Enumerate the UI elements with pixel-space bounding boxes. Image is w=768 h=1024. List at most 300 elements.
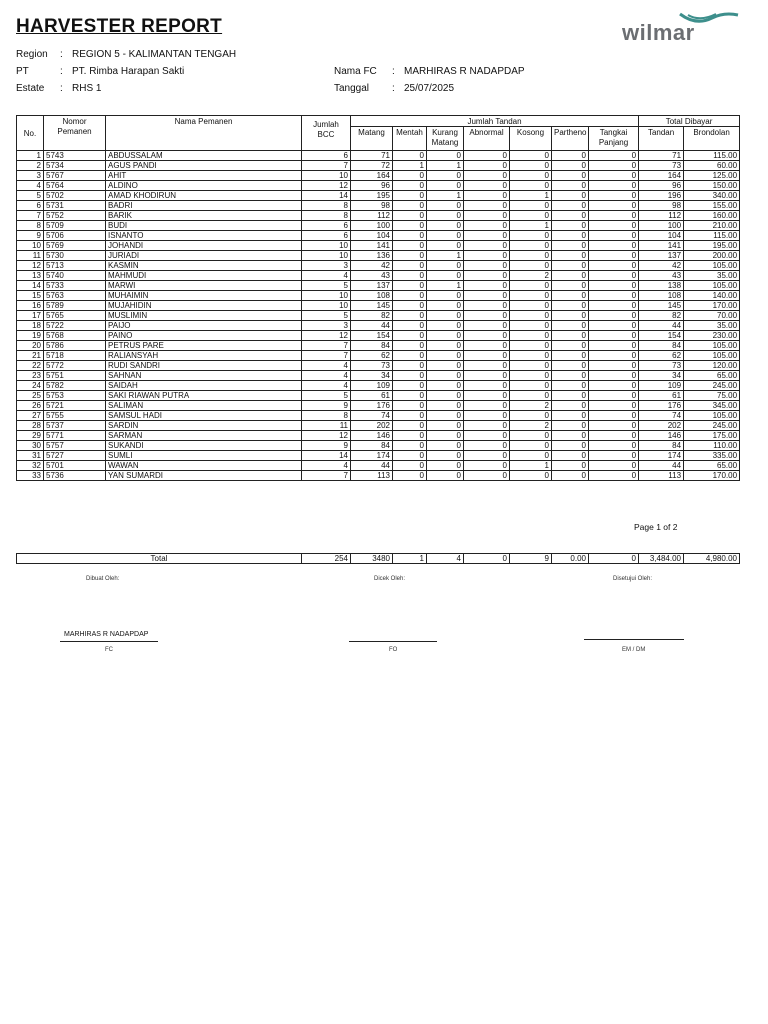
cell-no: 29 xyxy=(17,431,44,441)
signature-line-fc xyxy=(60,641,158,642)
cell-abnormal: 0 xyxy=(464,451,510,461)
estate-value: RHS 1 xyxy=(72,83,102,94)
cell-matang: 71 xyxy=(351,151,393,161)
region-value: REGION 5 - KALIMANTAN TENGAH xyxy=(72,49,237,60)
cell-partheno: 0 xyxy=(552,471,589,481)
cell-bcc: 4 xyxy=(302,461,351,471)
cell-tangkai-panjang: 0 xyxy=(589,471,639,481)
cell-kosong: 0 xyxy=(510,291,552,301)
table-row xyxy=(17,271,740,281)
cell-brondolan: 35.00 xyxy=(684,271,740,281)
cell-tangkai-panjang: 0 xyxy=(589,271,639,281)
cell-partheno: 0 xyxy=(552,271,589,281)
cell-brondolan: 175.00 xyxy=(684,431,740,441)
cell-brondolan: 105.00 xyxy=(684,351,740,361)
cell-no: 8 xyxy=(17,221,44,231)
cell-mentah: 0 xyxy=(393,211,427,221)
cell-no: 13 xyxy=(17,271,44,281)
cell-brondolan: 160.00 xyxy=(684,211,740,221)
cell-bcc: 4 xyxy=(302,271,351,281)
cell-no: 24 xyxy=(17,381,44,391)
cell-mentah: 1 xyxy=(393,161,427,171)
cell-nomor: 5734 xyxy=(44,161,106,171)
colon: : xyxy=(392,66,395,77)
cell-tangkai-panjang: 0 xyxy=(589,421,639,431)
cell-nama: SUMLI xyxy=(106,451,302,461)
cell-bcc: 14 xyxy=(302,451,351,461)
company-logo xyxy=(620,12,740,44)
cell-tangkai-panjang: 0 xyxy=(589,451,639,461)
namafc-label: Nama FC xyxy=(334,66,377,77)
cell-partheno: 0 xyxy=(552,241,589,251)
cell-kosong: 0 xyxy=(510,451,552,461)
cell-nomor: 5706 xyxy=(44,231,106,241)
cell-mentah: 0 xyxy=(393,201,427,211)
cell-bcc: 5 xyxy=(302,281,351,291)
dicek-oleh-label: Dicek Oleh: xyxy=(374,576,406,582)
cell-partheno: 0 xyxy=(552,421,589,431)
header-brondolan: Brondolan xyxy=(684,127,740,151)
table-body xyxy=(17,151,740,481)
cell-kurang-matang: 1 xyxy=(427,191,464,201)
table-row xyxy=(17,331,740,341)
cell-kosong: 0 xyxy=(510,211,552,221)
cell-tangkai-panjang: 0 xyxy=(589,361,639,371)
header-kosong: Kosong xyxy=(510,127,552,151)
cell-partheno: 0 xyxy=(552,221,589,231)
tanggal-label: Tanggal xyxy=(334,83,370,94)
cell-nomor: 5789 xyxy=(44,301,106,311)
total-mentah: 1 xyxy=(393,554,427,564)
cell-bcc: 8 xyxy=(302,411,351,421)
cell-bcc: 14 xyxy=(302,191,351,201)
cell-abnormal: 0 xyxy=(464,361,510,371)
region-row xyxy=(16,49,236,60)
cell-bcc: 3 xyxy=(302,261,351,271)
cell-nomor: 5765 xyxy=(44,311,106,321)
cell-tandan: 74 xyxy=(639,411,684,421)
cell-nama: SARMAN xyxy=(106,431,302,441)
cell-abnormal: 0 xyxy=(464,331,510,341)
cell-bcc: 7 xyxy=(302,161,351,171)
cell-abnormal: 0 xyxy=(464,221,510,231)
cell-tandan: 176 xyxy=(639,401,684,411)
cell-kosong: 0 xyxy=(510,241,552,251)
header-nomor-pemanen: Nomor Pemanen xyxy=(44,116,106,151)
cell-partheno: 0 xyxy=(552,401,589,411)
cell-matang: 154 xyxy=(351,331,393,341)
cell-brondolan: 125.00 xyxy=(684,171,740,181)
cell-abnormal: 0 xyxy=(464,411,510,421)
cell-tandan: 108 xyxy=(639,291,684,301)
cell-tandan: 137 xyxy=(639,251,684,261)
cell-abnormal: 0 xyxy=(464,191,510,201)
cell-matang: 42 xyxy=(351,261,393,271)
cell-nomor: 5731 xyxy=(44,201,106,211)
cell-mentah: 0 xyxy=(393,351,427,361)
total-label: Total xyxy=(17,554,302,564)
cell-no: 18 xyxy=(17,321,44,331)
cell-brondolan: 105.00 xyxy=(684,411,740,421)
cell-tangkai-panjang: 0 xyxy=(589,211,639,221)
cell-tangkai-panjang: 0 xyxy=(589,161,639,171)
cell-kurang-matang: 0 xyxy=(427,351,464,361)
cell-mentah: 0 xyxy=(393,171,427,181)
cell-abnormal: 0 xyxy=(464,301,510,311)
cell-brondolan: 140.00 xyxy=(684,291,740,301)
cell-kurang-matang: 0 xyxy=(427,431,464,441)
total-kosong: 9 xyxy=(510,554,552,564)
cell-brondolan: 170.00 xyxy=(684,471,740,481)
cell-tangkai-panjang: 0 xyxy=(589,431,639,441)
cell-kurang-matang: 0 xyxy=(427,241,464,251)
cell-bcc: 3 xyxy=(302,321,351,331)
pt-row xyxy=(16,66,184,77)
cell-abnormal: 0 xyxy=(464,261,510,271)
cell-nomor: 5753 xyxy=(44,391,106,401)
cell-tandan: 43 xyxy=(639,271,684,281)
cell-tangkai-panjang: 0 xyxy=(589,461,639,471)
cell-brondolan: 340.00 xyxy=(684,191,740,201)
cell-nomor: 5718 xyxy=(44,351,106,361)
cell-nama: ALDINO xyxy=(106,181,302,191)
cell-partheno: 0 xyxy=(552,201,589,211)
cell-mentah: 0 xyxy=(393,391,427,401)
cell-abnormal: 0 xyxy=(464,211,510,221)
cell-mentah: 0 xyxy=(393,471,427,481)
role-fo: FO xyxy=(389,647,398,653)
cell-mentah: 0 xyxy=(393,431,427,441)
cell-bcc: 12 xyxy=(302,181,351,191)
cell-tandan: 109 xyxy=(639,381,684,391)
cell-matang: 112 xyxy=(351,211,393,221)
cell-kosong: 0 xyxy=(510,351,552,361)
cell-kosong: 0 xyxy=(510,171,552,181)
cell-kurang-matang: 0 xyxy=(427,391,464,401)
cell-abnormal: 0 xyxy=(464,371,510,381)
cell-partheno: 0 xyxy=(552,291,589,301)
cell-matang: 72 xyxy=(351,161,393,171)
cell-tandan: 84 xyxy=(639,441,684,451)
cell-nomor: 5730 xyxy=(44,251,106,261)
cell-nomor: 5727 xyxy=(44,451,106,461)
cell-tandan: 164 xyxy=(639,171,684,181)
cell-kurang-matang: 0 xyxy=(427,441,464,451)
cell-kurang-matang: 0 xyxy=(427,311,464,321)
cell-nama: AMAD KHODIRUN xyxy=(106,191,302,201)
cell-brondolan: 70.00 xyxy=(684,311,740,321)
cell-bcc: 8 xyxy=(302,211,351,221)
cell-matang: 164 xyxy=(351,171,393,181)
cell-no: 23 xyxy=(17,371,44,381)
cell-mentah: 0 xyxy=(393,321,427,331)
cell-bcc: 10 xyxy=(302,251,351,261)
cell-no: 21 xyxy=(17,351,44,361)
cell-nama: RUDI SANDRI xyxy=(106,361,302,371)
cell-nama: JURIADI xyxy=(106,251,302,261)
cell-tandan: 62 xyxy=(639,351,684,361)
cell-kurang-matang: 0 xyxy=(427,331,464,341)
cell-tangkai-panjang: 0 xyxy=(589,241,639,251)
cell-partheno: 0 xyxy=(552,211,589,221)
header-tangkai-panjang: Tangkai Panjang xyxy=(589,127,639,151)
cell-brondolan: 65.00 xyxy=(684,461,740,471)
cell-partheno: 0 xyxy=(552,191,589,201)
cell-tandan: 61 xyxy=(639,391,684,401)
cell-no: 6 xyxy=(17,201,44,211)
cell-bcc: 10 xyxy=(302,301,351,311)
cell-no: 26 xyxy=(17,401,44,411)
cell-partheno: 0 xyxy=(552,411,589,421)
cell-nomor: 5702 xyxy=(44,191,106,201)
table-row xyxy=(17,381,740,391)
cell-kurang-matang: 0 xyxy=(427,271,464,281)
cell-nama: SAMSUL HADI xyxy=(106,411,302,421)
logo-wave-icon xyxy=(678,12,740,28)
table-row xyxy=(17,261,740,271)
cell-abnormal: 0 xyxy=(464,281,510,291)
cell-kurang-matang: 0 xyxy=(427,411,464,421)
cell-kosong: 0 xyxy=(510,441,552,451)
cell-bcc: 10 xyxy=(302,291,351,301)
cell-matang: 84 xyxy=(351,441,393,451)
cell-kosong: 0 xyxy=(510,201,552,211)
cell-mentah: 0 xyxy=(393,191,427,201)
cell-matang: 84 xyxy=(351,341,393,351)
cell-nomor: 5755 xyxy=(44,411,106,421)
cell-kosong: 0 xyxy=(510,411,552,421)
cell-kosong: 0 xyxy=(510,231,552,241)
cell-no: 16 xyxy=(17,301,44,311)
signature-line-em xyxy=(584,639,684,640)
cell-bcc: 6 xyxy=(302,221,351,231)
cell-mentah: 0 xyxy=(393,361,427,371)
cell-bcc: 10 xyxy=(302,241,351,251)
cell-no: 2 xyxy=(17,161,44,171)
cell-no: 5 xyxy=(17,191,44,201)
cell-tandan: 96 xyxy=(639,181,684,191)
cell-tangkai-panjang: 0 xyxy=(589,201,639,211)
cell-tangkai-panjang: 0 xyxy=(589,441,639,451)
table-row xyxy=(17,171,740,181)
cell-mentah: 0 xyxy=(393,441,427,451)
cell-bcc: 12 xyxy=(302,431,351,441)
cell-mentah: 0 xyxy=(393,291,427,301)
cell-mentah: 0 xyxy=(393,411,427,421)
cell-partheno: 0 xyxy=(552,341,589,351)
cell-kosong: 0 xyxy=(510,471,552,481)
cell-kosong: 0 xyxy=(510,361,552,371)
cell-kosong: 0 xyxy=(510,251,552,261)
cell-kosong: 2 xyxy=(510,401,552,411)
cell-matang: 141 xyxy=(351,241,393,251)
cell-abnormal: 0 xyxy=(464,351,510,361)
cell-brondolan: 230.00 xyxy=(684,331,740,341)
header-tandan: Tandan xyxy=(639,127,684,151)
table-row xyxy=(17,281,740,291)
cell-brondolan: 150.00 xyxy=(684,181,740,191)
cell-no: 12 xyxy=(17,261,44,271)
cell-nama: PAIJO xyxy=(106,321,302,331)
cell-kosong: 0 xyxy=(510,281,552,291)
cell-matang: 113 xyxy=(351,471,393,481)
cell-nama: SALIMAN xyxy=(106,401,302,411)
header-partheno: Partheno xyxy=(552,127,589,151)
cell-partheno: 0 xyxy=(552,301,589,311)
cell-no: 33 xyxy=(17,471,44,481)
cell-nomor: 5767 xyxy=(44,171,106,181)
cell-kosong: 0 xyxy=(510,161,552,171)
logo-wordmark: wilmar xyxy=(622,20,695,45)
cell-kosong: 0 xyxy=(510,431,552,441)
cell-kosong: 0 xyxy=(510,341,552,351)
cell-tangkai-panjang: 0 xyxy=(589,151,639,161)
cell-kurang-matang: 0 xyxy=(427,461,464,471)
cell-no: 32 xyxy=(17,461,44,471)
table-row xyxy=(17,251,740,261)
cell-tandan: 44 xyxy=(639,461,684,471)
role-em-dm: EM / DM xyxy=(622,647,646,653)
cell-bcc: 4 xyxy=(302,371,351,381)
header-jumlah-bcc: Jumlah BCC xyxy=(302,116,351,151)
cell-abnormal: 0 xyxy=(464,161,510,171)
cell-abnormal: 0 xyxy=(464,461,510,471)
cell-tandan: 82 xyxy=(639,311,684,321)
cell-kosong: 0 xyxy=(510,331,552,341)
cell-tangkai-panjang: 0 xyxy=(589,291,639,301)
cell-tandan: 44 xyxy=(639,321,684,331)
page-number: Page 1 of 2 xyxy=(634,522,678,532)
total-matang: 3480 xyxy=(351,554,393,564)
cell-matang: 202 xyxy=(351,421,393,431)
cell-bcc: 10 xyxy=(302,171,351,181)
cell-partheno: 0 xyxy=(552,441,589,451)
cell-kosong: 0 xyxy=(510,261,552,271)
cell-tangkai-panjang: 0 xyxy=(589,181,639,191)
cell-matang: 43 xyxy=(351,271,393,281)
cell-kurang-matang: 0 xyxy=(427,321,464,331)
cell-kosong: 0 xyxy=(510,311,552,321)
cell-nomor: 5757 xyxy=(44,441,106,451)
table-row xyxy=(17,401,740,411)
cell-partheno: 0 xyxy=(552,371,589,381)
table-row xyxy=(17,241,740,251)
cell-tangkai-panjang: 0 xyxy=(589,331,639,341)
cell-bcc: 9 xyxy=(302,441,351,451)
cell-brondolan: 105.00 xyxy=(684,281,740,291)
header-jumlah-tandan: Jumlah Tandan xyxy=(351,116,639,127)
cell-nomor: 5722 xyxy=(44,321,106,331)
cell-bcc: 5 xyxy=(302,391,351,401)
cell-partheno: 0 xyxy=(552,161,589,171)
cell-partheno: 0 xyxy=(552,281,589,291)
report-title: HARVESTER REPORT xyxy=(16,16,223,37)
cell-kurang-matang: 0 xyxy=(427,421,464,431)
cell-kurang-matang: 0 xyxy=(427,151,464,161)
cell-no: 7 xyxy=(17,211,44,221)
cell-tandan: 104 xyxy=(639,231,684,241)
cell-kurang-matang: 0 xyxy=(427,371,464,381)
cell-kosong: 1 xyxy=(510,191,552,201)
cell-abnormal: 0 xyxy=(464,271,510,281)
cell-kosong: 0 xyxy=(510,371,552,381)
cell-no: 1 xyxy=(17,151,44,161)
cell-partheno: 0 xyxy=(552,461,589,471)
cell-no: 31 xyxy=(17,451,44,461)
cell-tangkai-panjang: 0 xyxy=(589,301,639,311)
cell-brondolan: 110.00 xyxy=(684,441,740,451)
cell-nama: MUHAIMIN xyxy=(106,291,302,301)
cell-mentah: 0 xyxy=(393,261,427,271)
table-row xyxy=(17,461,740,471)
cell-mentah: 0 xyxy=(393,371,427,381)
cell-kurang-matang: 0 xyxy=(427,181,464,191)
cell-nama: JOHANDI xyxy=(106,241,302,251)
header-mentah: Mentah xyxy=(393,127,427,151)
cell-tandan: 98 xyxy=(639,201,684,211)
cell-nomor: 5751 xyxy=(44,371,106,381)
cell-nomor: 5733 xyxy=(44,281,106,291)
cell-nama: SUKANDI xyxy=(106,441,302,451)
cell-nomor: 5740 xyxy=(44,271,106,281)
cell-matang: 109 xyxy=(351,381,393,391)
cell-nomor: 5771 xyxy=(44,431,106,441)
cell-brondolan: 105.00 xyxy=(684,341,740,351)
cell-nomor: 5764 xyxy=(44,181,106,191)
cell-kurang-matang: 0 xyxy=(427,261,464,271)
cell-kosong: 2 xyxy=(510,271,552,281)
cell-tangkai-panjang: 0 xyxy=(589,371,639,381)
cell-matang: 146 xyxy=(351,431,393,441)
cell-matang: 34 xyxy=(351,371,393,381)
cell-tandan: 141 xyxy=(639,241,684,251)
cell-tangkai-panjang: 0 xyxy=(589,341,639,351)
table-row xyxy=(17,311,740,321)
cell-nomor: 5701 xyxy=(44,461,106,471)
total-tangkai-panjang: 0 xyxy=(589,554,639,564)
cell-matang: 44 xyxy=(351,321,393,331)
colon: : xyxy=(60,66,63,77)
cell-no: 15 xyxy=(17,291,44,301)
cell-nama: AGUS PANDI xyxy=(106,161,302,171)
table-row xyxy=(17,201,740,211)
cell-brondolan: 60.00 xyxy=(684,161,740,171)
cell-no: 27 xyxy=(17,411,44,421)
cell-partheno: 0 xyxy=(552,261,589,271)
cell-partheno: 0 xyxy=(552,331,589,341)
header-total-dibayar: Total Dibayar xyxy=(639,116,740,127)
cell-tangkai-panjang: 0 xyxy=(589,351,639,361)
cell-no: 30 xyxy=(17,441,44,451)
cell-mentah: 0 xyxy=(393,341,427,351)
namafc-value: MARHIRAS R NADAPDAP xyxy=(404,66,525,77)
cell-nama: SARDIN xyxy=(106,421,302,431)
table-row xyxy=(17,151,740,161)
cell-nama: AHIT xyxy=(106,171,302,181)
cell-matang: 100 xyxy=(351,221,393,231)
header-no: No. xyxy=(17,116,44,151)
cell-matang: 98 xyxy=(351,201,393,211)
cell-tandan: 112 xyxy=(639,211,684,221)
cell-partheno: 0 xyxy=(552,351,589,361)
cell-bcc: 4 xyxy=(302,381,351,391)
cell-nama: RALIANSYAH xyxy=(106,351,302,361)
cell-mentah: 0 xyxy=(393,151,427,161)
table-row xyxy=(17,391,740,401)
table-row xyxy=(17,451,740,461)
cell-brondolan: 105.00 xyxy=(684,261,740,271)
cell-tandan: 138 xyxy=(639,281,684,291)
